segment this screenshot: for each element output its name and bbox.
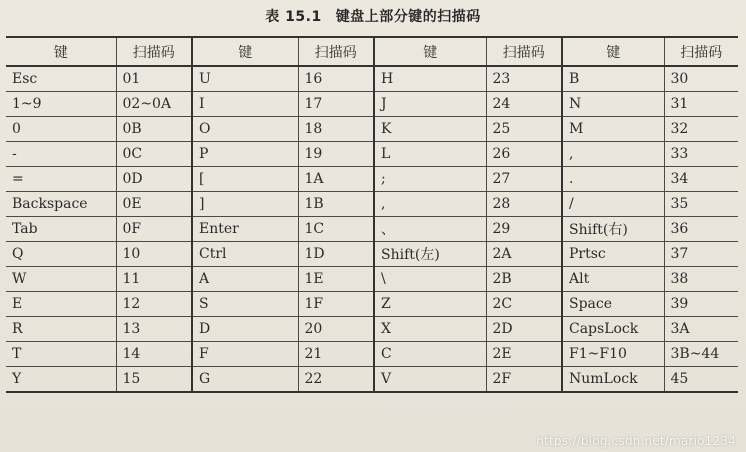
key-cell: G (192, 367, 298, 393)
table-row (6, 292, 738, 317)
key-cell: P (192, 142, 298, 167)
table-row (6, 142, 738, 167)
key-cell: R (6, 317, 116, 342)
table-title: 键盘上部分键的扫描码 (335, 9, 481, 25)
key-cell: V (374, 367, 486, 393)
table-row (6, 217, 738, 242)
table-row (6, 192, 738, 217)
key-cell: Z (374, 292, 486, 317)
key-cell: X (374, 317, 486, 342)
header-scan-code: 扫描码 (116, 37, 192, 66)
key-cell: U (192, 66, 298, 92)
table-row (6, 317, 738, 342)
key-cell: F (192, 342, 298, 367)
key-cell: / (562, 192, 664, 217)
scan-code-cell: 2E (486, 342, 562, 367)
scan-code-cell: 37 (664, 242, 738, 267)
scan-code-cell: 1A (298, 167, 374, 192)
key-cell: = (6, 167, 116, 192)
key-cell: K (374, 117, 486, 142)
key-cell: T (6, 342, 116, 367)
key-cell: 0 (6, 117, 116, 142)
key-cell: 1~9 (6, 92, 116, 117)
scan-code-cell: 2F (486, 367, 562, 393)
key-cell: Shift(右) (562, 217, 664, 242)
scan-code-cell: 2B (486, 267, 562, 292)
scan-code-cell: 28 (486, 192, 562, 217)
key-cell: 、 (374, 217, 486, 242)
key-cell: C (374, 342, 486, 367)
table-caption (0, 6, 746, 26)
scan-code-cell: 45 (664, 367, 738, 393)
table-row (6, 92, 738, 117)
key-cell: Alt (562, 267, 664, 292)
scan-code-cell: 26 (486, 142, 562, 167)
scan-code-cell: 14 (116, 342, 192, 367)
key-cell: A (192, 267, 298, 292)
scan-code-cell: 3B~44 (664, 342, 738, 367)
scan-code-cell: 13 (116, 317, 192, 342)
key-cell: [ (192, 167, 298, 192)
key-cell: B (562, 66, 664, 92)
scan-code-cell: 15 (116, 367, 192, 393)
key-cell: N (562, 92, 664, 117)
scan-code-cell: 1B (298, 192, 374, 217)
key-cell: . (562, 167, 664, 192)
scan-code-cell: 0E (116, 192, 192, 217)
key-cell: \ (374, 267, 486, 292)
scan-code-cell: 12 (116, 292, 192, 317)
scan-code-cell: 23 (486, 66, 562, 92)
scan-code-cell: 01 (116, 66, 192, 92)
scan-code-cell: 11 (116, 267, 192, 292)
key-cell: , (374, 192, 486, 217)
key-cell: Y (6, 367, 116, 393)
scan-code-cell: 22 (298, 367, 374, 393)
scan-code-cell: 2C (486, 292, 562, 317)
scan-code-cell: 29 (486, 217, 562, 242)
key-cell: , (562, 142, 664, 167)
table-row (6, 117, 738, 142)
scan-code-cell: 19 (298, 142, 374, 167)
key-cell: M (562, 117, 664, 142)
scan-code-cell: 3A (664, 317, 738, 342)
scan-code-cell: 10 (116, 242, 192, 267)
scan-code-cell: 21 (298, 342, 374, 367)
scan-code-cell: 30 (664, 66, 738, 92)
scan-code-cell: 24 (486, 92, 562, 117)
table-row (6, 267, 738, 292)
scan-code-cell: 2A (486, 242, 562, 267)
header-key: 键 (562, 37, 664, 66)
table-row (6, 367, 738, 393)
key-cell: E (6, 292, 116, 317)
table-row (6, 167, 738, 192)
table-row (6, 66, 738, 92)
key-cell: Backspace (6, 192, 116, 217)
key-cell: D (192, 317, 298, 342)
scan-code-cell: 2D (486, 317, 562, 342)
table-header-row (6, 37, 738, 66)
header-scan-code: 扫描码 (486, 37, 562, 66)
table-row (6, 242, 738, 267)
key-cell: H (374, 66, 486, 92)
key-cell: I (192, 92, 298, 117)
scan-code-cell: 16 (298, 66, 374, 92)
key-cell: Tab (6, 217, 116, 242)
scan-code-cell: 0D (116, 167, 192, 192)
scan-code-cell: 20 (298, 317, 374, 342)
key-cell: CapsLock (562, 317, 664, 342)
scan-code-cell: 34 (664, 167, 738, 192)
key-cell: F1~F10 (562, 342, 664, 367)
key-cell: Esc (6, 66, 116, 92)
key-cell: ] (192, 192, 298, 217)
scan-code-cell: 0C (116, 142, 192, 167)
watermark-text: https://blog.csdn.net/mario1234 (536, 434, 736, 448)
table-number: 表 15.1 (265, 9, 322, 25)
scan-code-cell: 38 (664, 267, 738, 292)
scan-code-cell: 1C (298, 217, 374, 242)
scan-code-cell: 36 (664, 217, 738, 242)
header-scan-code: 扫描码 (298, 37, 374, 66)
header-scan-code: 扫描码 (664, 37, 738, 66)
scan-code-cell: 25 (486, 117, 562, 142)
scan-code-cell: 33 (664, 142, 738, 167)
header-key: 键 (6, 37, 116, 66)
header-key: 键 (374, 37, 486, 66)
key-cell: Enter (192, 217, 298, 242)
header-key: 键 (192, 37, 298, 66)
scan-code-cell: 0F (116, 217, 192, 242)
scan-code-cell: 02~0A (116, 92, 192, 117)
scan-code-table (6, 36, 738, 393)
key-cell: L (374, 142, 486, 167)
scan-code-cell: 1E (298, 267, 374, 292)
key-cell: Space (562, 292, 664, 317)
key-cell: Q (6, 242, 116, 267)
table-row (6, 342, 738, 367)
scan-code-cell: 1F (298, 292, 374, 317)
key-cell: Prtsc (562, 242, 664, 267)
scan-code-cell: 27 (486, 167, 562, 192)
scan-code-cell: 31 (664, 92, 738, 117)
key-cell: W (6, 267, 116, 292)
scan-code-cell: 0B (116, 117, 192, 142)
scan-code-cell: 32 (664, 117, 738, 142)
key-cell: ; (374, 167, 486, 192)
scan-code-cell: 17 (298, 92, 374, 117)
key-cell: Shift(左) (374, 242, 486, 267)
scan-code-cell: 1D (298, 242, 374, 267)
key-cell: - (6, 142, 116, 167)
key-cell: Ctrl (192, 242, 298, 267)
scan-code-cell: 18 (298, 117, 374, 142)
scan-code-cell: 35 (664, 192, 738, 217)
key-cell: S (192, 292, 298, 317)
table-body (6, 66, 738, 392)
scan-code-cell: 39 (664, 292, 738, 317)
key-cell: NumLock (562, 367, 664, 393)
key-cell: J (374, 92, 486, 117)
key-cell: O (192, 117, 298, 142)
